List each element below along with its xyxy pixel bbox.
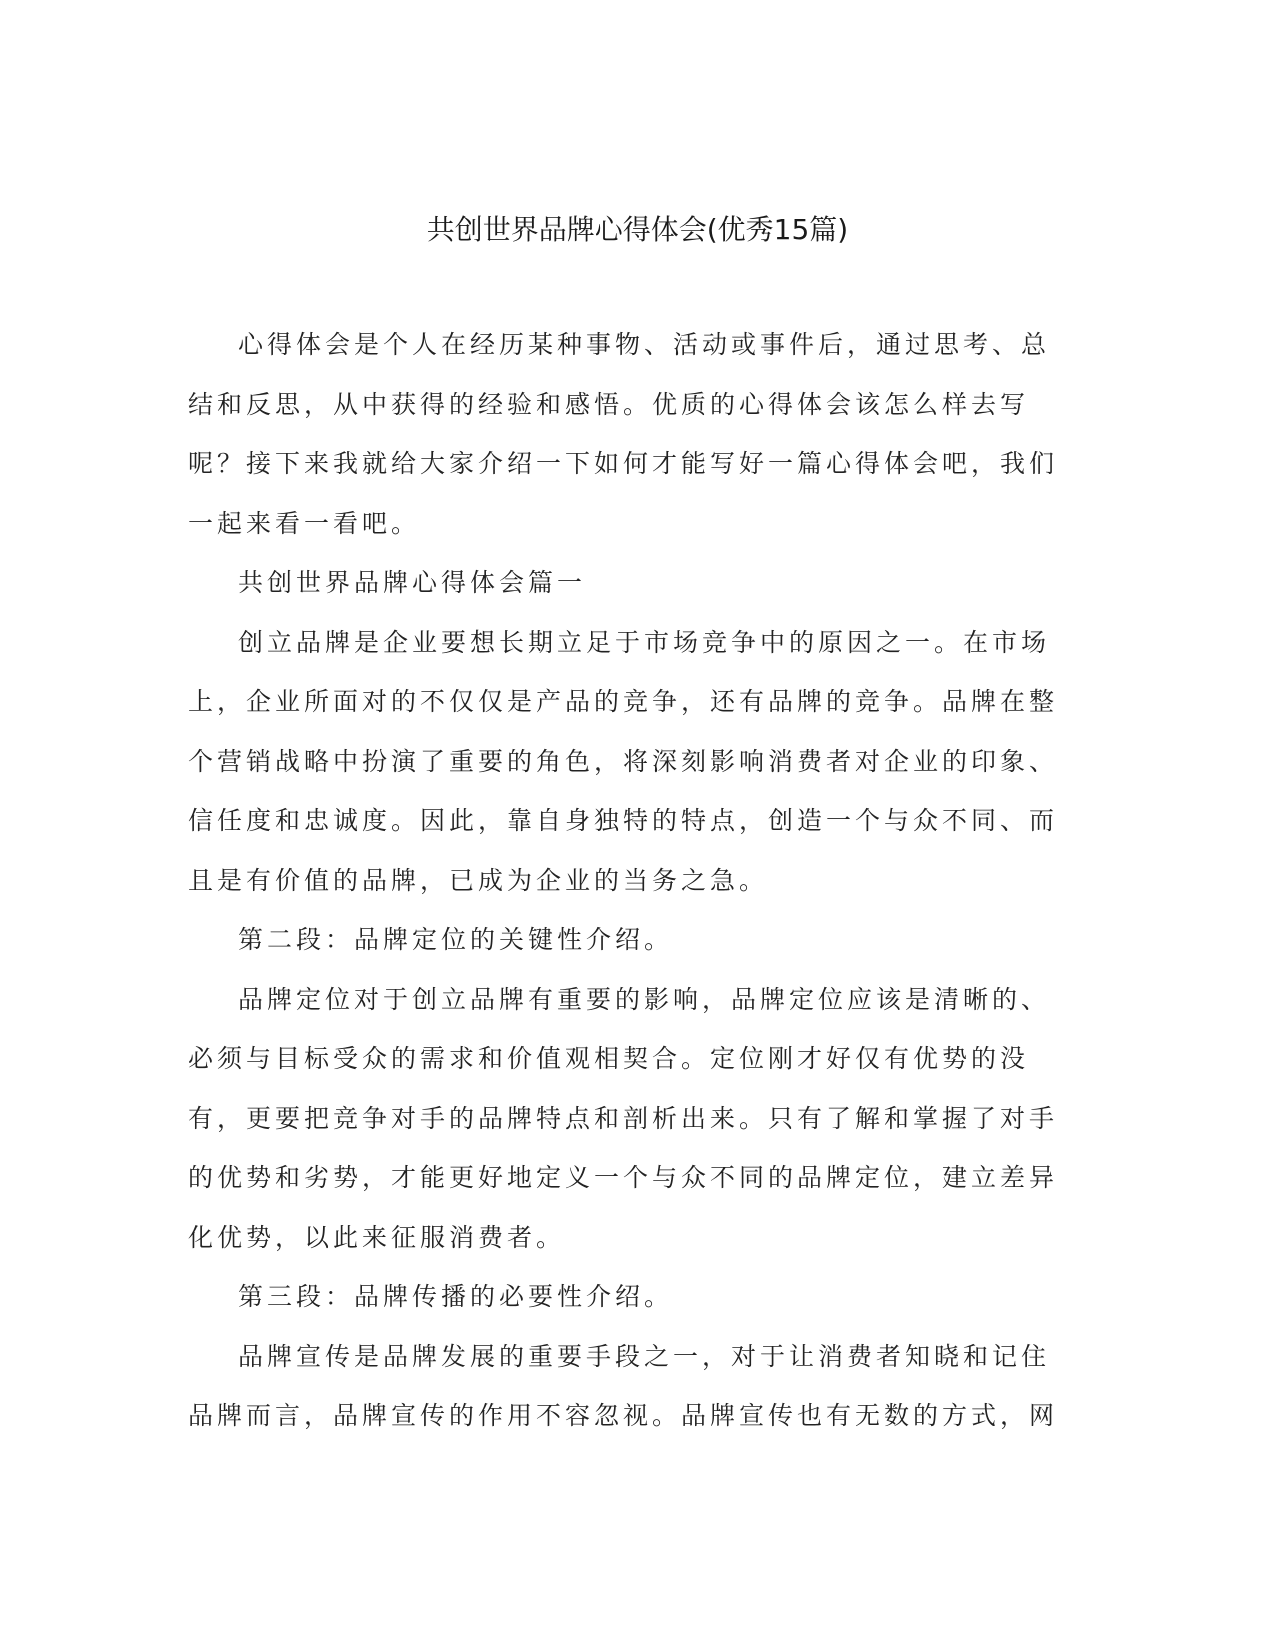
document-title: 共创世界品牌心得体会(优秀15篇) xyxy=(426,213,849,246)
section-heading-third: 第三段：品牌传播的必要性介绍。 xyxy=(238,1282,674,1311)
paragraph-brand-creation: 创立品牌是企业要想长期立足于市场竞争中的原因之一。在市场上，企业所面对的不仅仅是产品的竞争，还有品牌的竞争。品牌在整个营销战略中扮演了重要的角色，将深刻影响消费者对企业的印象、信任度和忠诚度。因此，靠自身独特的特点，创造一个与众不同、而且是有价值的品牌，已成为企业的当务之急。 xyxy=(188,627,1059,895)
paragraph-brand-promotion: 品牌宣传是品牌发展的重要手段之一，对于让消费者知晓和记住品牌而言，品牌宣传的作用不容忽视。品牌宣传也有无数的方式，网 xyxy=(188,1341,1059,1430)
document-body xyxy=(188,315,1068,1446)
paragraph-brand-positioning: 品牌定位对于创立品牌有重要的影响，品牌定位应该是清晰的、必须与目标受众的需求和价值观相契合。定位刚才好仅有优势的没有，更要把竞争对手的品牌特点和剖析出来。只有了解和掌握了对手的优势和劣势，才能更好地定义一个与众不同的品牌定位，建立差异化优势，以此来征服消费者。 xyxy=(188,984,1059,1252)
section-heading-part-one: 共创世界品牌心得体会篇一 xyxy=(238,568,587,597)
intro-paragraph: 心得体会是个人在经历某种事物、活动或事件后，通过思考、总结和反思，从中获得的经验和感悟。优质的心得体会该怎么样去写呢？接下来我就给大家介绍一下如何才能写好一篇心得体会吧，我们一起来看一看吧。 xyxy=(188,330,1059,538)
section-heading-second: 第二段：品牌定位的关键性介绍。 xyxy=(238,925,674,954)
